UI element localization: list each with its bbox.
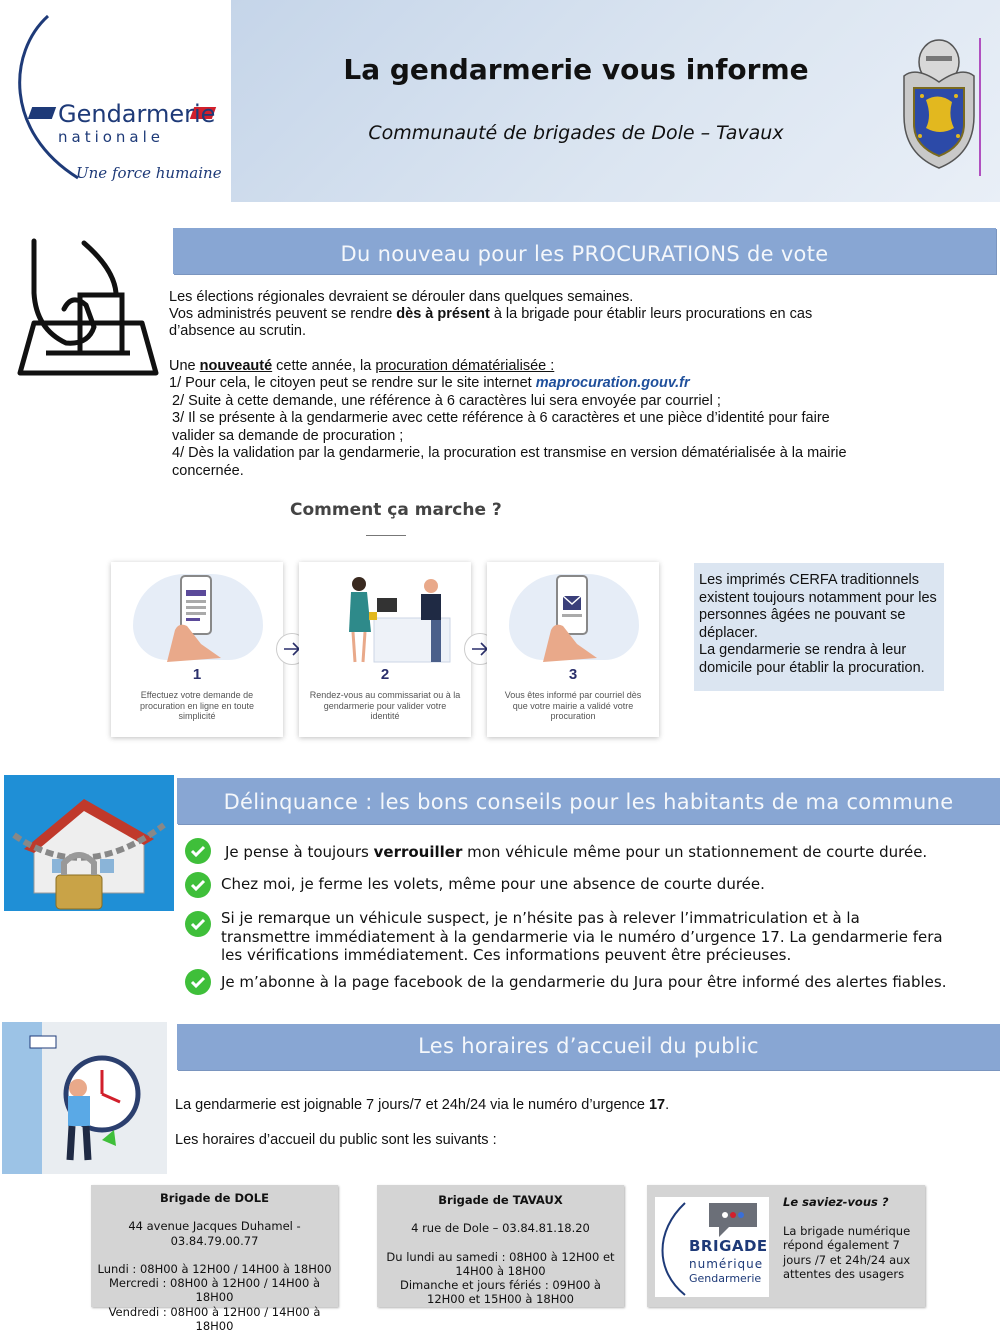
brigade-numerique-logo <box>655 1197 769 1297</box>
urgence-info: La gendarmerie est joignable 7 jours/7 et 24h/24 via le numéro d’urgence 17. <box>175 1097 670 1113</box>
step-card-3 <box>487 562 659 737</box>
logo-tagline: Une force humaine <box>76 164 222 182</box>
tip-1: Je pense à toujours verrouiller mon véhicule même pour un stationnement de courte durée. <box>225 843 928 861</box>
gendarme-clock-image <box>2 1022 167 1174</box>
step-caption-2: Rendez-vous au commissariat ou à la gendarmerie pour valider votre identité <box>309 690 461 721</box>
how-it-works-underline <box>366 535 406 536</box>
tip-2: Chez moi, je ferme les volets, même pour une absence de courte durée. <box>221 875 765 893</box>
header-divider <box>979 38 981 176</box>
logo-wordmark: Gendarmerie <box>58 100 216 128</box>
logo-swoosh-icon <box>8 12 128 182</box>
step-number-3: 3 <box>568 666 578 683</box>
brigade-tavaux-address: 4 rue de Dole – 03.84.81.18.20 <box>411 1221 590 1236</box>
brigade-tavaux-title: Brigade de TAVAUX <box>438 1193 563 1207</box>
ballot-box-icon <box>14 235 162 385</box>
procurations-paragraph-2: Vos administrés peuvent se rendre dès à présent à la brigade pour établir leurs procurations en cas <box>169 306 813 322</box>
brigade-dole-hours-1: Lundi : 08H00 à 12H00 / 14H00 à 18H00 <box>97 1261 332 1276</box>
gendarmerie-counter-icon <box>319 572 454 664</box>
procurations-step-1: 1/ Pour cela, le citoyen peut se rendre sur le site internet maprocuration.gouv.fr <box>169 375 690 391</box>
how-it-works-title: Comment ça marche ? <box>290 500 502 520</box>
step-number-1: 1 <box>192 666 202 683</box>
procurations-step-2: 2/ Suite à cette demande, une référence à 6 caractères lui sera envoyée par courriel ; <box>172 393 721 409</box>
phone-in-hand-icon <box>161 574 241 664</box>
phone-confirmation-icon <box>537 574 617 664</box>
brigade-logo-word-3: Gendarmerie <box>689 1272 762 1285</box>
brigade-tavaux-hours-1: Du lundi au samedi : 08H00 à 12H00 et 14H00 à 18H00 <box>386 1249 615 1278</box>
procurations-nouveaute: Une nouveauté cette année, la procuration dématérialisée : <box>169 358 555 374</box>
chat-bubble-icon <box>705 1199 761 1239</box>
delinquance-section-title: Délinquance : les bons conseils pour les habitants de ma commune <box>177 778 1000 824</box>
step-card-2 <box>299 562 471 737</box>
brigade-logo-word-2: numérique <box>689 1257 764 1271</box>
step-caption-3: Vous êtes informé par courriel dès que votre mairie a validé votre procuration <box>504 690 642 721</box>
step-card-1 <box>111 562 283 737</box>
procurations-paragraph-2-cont: d’absence au scrutin. <box>169 323 307 339</box>
procurations-section-title: Du nouveau pour les PROCURATIONS de vote <box>173 228 996 274</box>
brigade-logo-word-1: BRIGADE <box>689 1237 768 1255</box>
brigade-tavaux-box <box>377 1185 624 1307</box>
procurations-step-3-cont: valider sa demande de procuration ; <box>172 428 404 444</box>
brigade-numerique-box <box>647 1185 925 1307</box>
horaires-intro: Les horaires d’accueil du public sont les suivants : <box>175 1132 497 1148</box>
check-icon <box>185 969 211 995</box>
check-icon <box>185 872 211 898</box>
tip-4: Je m’abonne à la page facebook de la gendarmerie du Jura pour être informé des alertes fiables. <box>221 973 947 991</box>
check-icon <box>185 838 211 864</box>
saviez-vous-text: La brigade numérique répond également 7 jours /7 et 24h/24 aux attentes des usagers <box>783 1224 911 1281</box>
logo-flag-blue <box>28 107 56 119</box>
step-number-2: 2 <box>380 666 390 683</box>
page-title: La gendarmerie vous informe <box>343 53 809 86</box>
cerfa-info-text: Les imprimés CERFA traditionnels existent toujours notamment pour les personnes âgées ne pouvant se déplacer. La gendarmerie se rendra à leur domicile pour établir la procuration. <box>699 572 937 676</box>
check-icon <box>185 911 211 937</box>
procurations-intro: Les élections régionales devraient se dérouler dans quelques semaines. <box>169 289 634 305</box>
page-subtitle: Communauté de brigades de Dole – Tavaux <box>368 122 784 144</box>
procurations-step-4: 4/ Dès la validation par la gendarmerie, la procuration est transmise en version dématérialisée à la mairie <box>172 445 847 461</box>
logo-wordmark-sub: nationale <box>58 128 165 146</box>
header-banner <box>231 0 1000 202</box>
brigade-dole-box <box>91 1185 338 1333</box>
step-caption-1: Effectuez votre demande de procuration en ligne en toute simplicité <box>139 690 255 721</box>
horaires-section-title: Les horaires d’accueil du public <box>177 1024 1000 1070</box>
brigade-tavaux-hours-2: Dimanche et jours fériés : 09H00 à 12H00 et 15H00 à 18H00 <box>400 1278 601 1307</box>
tip-3: Si je remarque un véhicule suspect, je n’hésite pas à relever l’immatriculation et à la transmettre immédiatement à la gendarmerie via le numéro d’urgence 17. La gendarmerie fera les vérifications immédiatement. Ces informations peuvent être précieuses. <box>221 909 943 964</box>
locked-house-image <box>4 775 174 911</box>
maprocuration-link[interactable]: maprocuration.gouv.fr <box>535 375 690 391</box>
procurations-step-3: 3/ Il se présente à la gendarmerie avec cette référence à 6 caractères et une pièce d’identité pour faire <box>172 410 830 426</box>
brigade-dole-address: 44 avenue Jacques Duhamel - 03.84.79.00.77 <box>128 1219 301 1248</box>
brigade-dole-title: Brigade de DOLE <box>160 1191 269 1205</box>
saviez-vous-title: Le saviez-vous ? <box>783 1195 889 1209</box>
brigade-dole-hours-3: Vendredi : 08H00 à 12H00 / 14H00 à 18H00 <box>108 1304 321 1333</box>
procurations-step-4-cont: concernée. <box>172 463 244 479</box>
brigade-dole-hours-2: Mercredi : 08H00 à 12H00 / 14H00 à 18H00 <box>108 1276 320 1305</box>
gendarmerie-crest-icon <box>896 36 982 176</box>
